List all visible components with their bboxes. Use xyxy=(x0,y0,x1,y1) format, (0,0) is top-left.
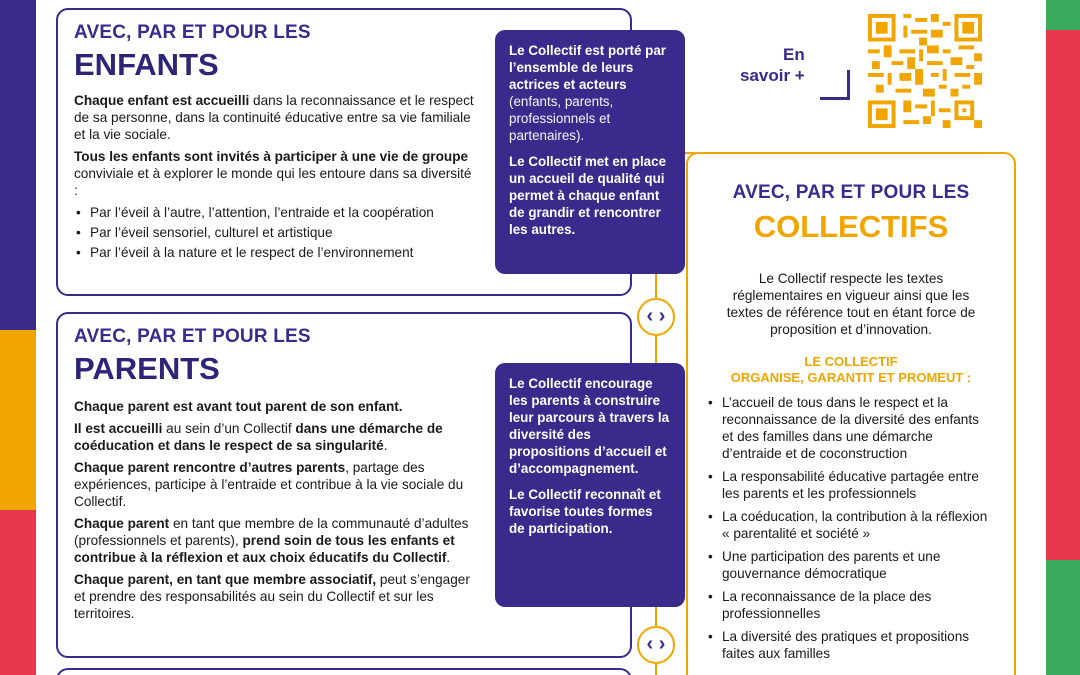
parents-text: Chaque parent est avant tout parent de son enfant. Il est accueilli au sein d’un Collectif dans une démarche de coéducation et dans le respect de sa singularité. Chaque parent rencontre d’autres parents, partage des expériences, participe à l’entraide et contribue à la vie sociale du Collectif. Chaque parent en tant que membre de la communauté d’adultes (professionnels et parents), prend soin de tous les enfants et contribue à la réflexion et aux choix éducatifs du Collectif. Chaque parent, en tant que membre associatif, peut s’engager et prendre des responsabilités au sein du Collectif et sur les territoires. xyxy=(74,399,470,622)
collectifs-eyebrow: AVEC, PAR ET POUR LES xyxy=(732,182,970,203)
chevron-left-right-icon[interactable]: ‹ › xyxy=(637,626,675,664)
qr-code-icon[interactable] xyxy=(868,14,982,128)
right-edge-green xyxy=(1046,0,1080,30)
enfants-eyebrow: AVEC, PAR ET POUR LES xyxy=(74,22,311,43)
collectifs-title: COLLECTIFS xyxy=(753,209,949,244)
collectifs-intro: Le Collectif respecte les textes réglementaires en vigueur ainsi que les textes de référence tout en étant force de proposition et d’innovation. xyxy=(726,271,976,338)
list-item: • L’accueil de tous dans le respect et la reconnaissance de la diversité des enfants et des familles dans une démarche d’entraide et de coconstruction xyxy=(706,394,992,462)
list-item: • Une participation des parents et une gouvernance démocratique xyxy=(706,548,992,582)
enfants-p1: Chaque enfant est accueilli dans la reconnaissance et le respect de sa personne, dans la continuité éducative entre sa vie familiale et la vie sociale. xyxy=(74,93,474,143)
enfants-title: ENFANTS xyxy=(74,47,219,82)
collectifs-box xyxy=(686,152,1016,675)
list-item: • La coéducation, la contribution à la réflexion « parentalité et société » xyxy=(706,508,992,542)
parents-title: PARENTS xyxy=(74,351,220,386)
left-edge-gold xyxy=(0,330,36,510)
list-item: • Par l’éveil sensoriel, culturel et artistique xyxy=(74,224,494,241)
callout-collectif-porte: Le Collectif est porté par l’ensemble de leurs actrices et acteurs (enfants, parents, professionnels et partenaires). Le Collectif met en place un accueil de qualité qui permet à chaque enfant de grandir et rencontrer les autres. xyxy=(495,30,685,274)
list-item: • La reconnaissance de la place des professionnelles xyxy=(706,588,992,622)
chevron-left-right-icon[interactable]: ‹ › xyxy=(637,298,675,336)
list-item: • La diversité des pratiques et propositions faites aux familles xyxy=(706,628,992,662)
en-savoir-plus-link[interactable]: En savoir + xyxy=(740,45,805,85)
left-edge-purple xyxy=(0,0,36,330)
enfants-text xyxy=(74,92,474,199)
corner-bracket-icon xyxy=(820,70,850,100)
list-item: • Par l’éveil à l’autre, l’attention, l’entraide et la coopération xyxy=(74,204,494,221)
parents-eyebrow: AVEC, PAR ET POUR LES xyxy=(74,326,311,347)
callout-collectif-encourage: Le Collectif encourage les parents à construire leur parcours à travers la diversité des propositions d’accueil et d’accompagnement. Le Collectif reconnaît et favorise toutes formes de participation. xyxy=(495,363,685,607)
right-edge-green-bottom xyxy=(1046,560,1080,675)
left-edge-red xyxy=(0,510,36,675)
next-section-box xyxy=(56,668,632,675)
enfants-p2: Tous les enfants sont invités à participer à une vie de groupe conviviale et à explorer le monde qui les entoure dans sa diversité : xyxy=(74,149,472,199)
collectifs-heading: LE COLLECTIF ORGANISE, GARANTIT ET PROMEUT : xyxy=(730,354,972,386)
enfants-bullets xyxy=(74,204,494,261)
collectifs-bullets xyxy=(706,394,996,662)
list-item: • Par l’éveil à la nature et le respect de l’environnement xyxy=(74,244,494,261)
list-item: • La responsabilité éducative partagée entre les parents et les professionnels xyxy=(706,468,992,502)
